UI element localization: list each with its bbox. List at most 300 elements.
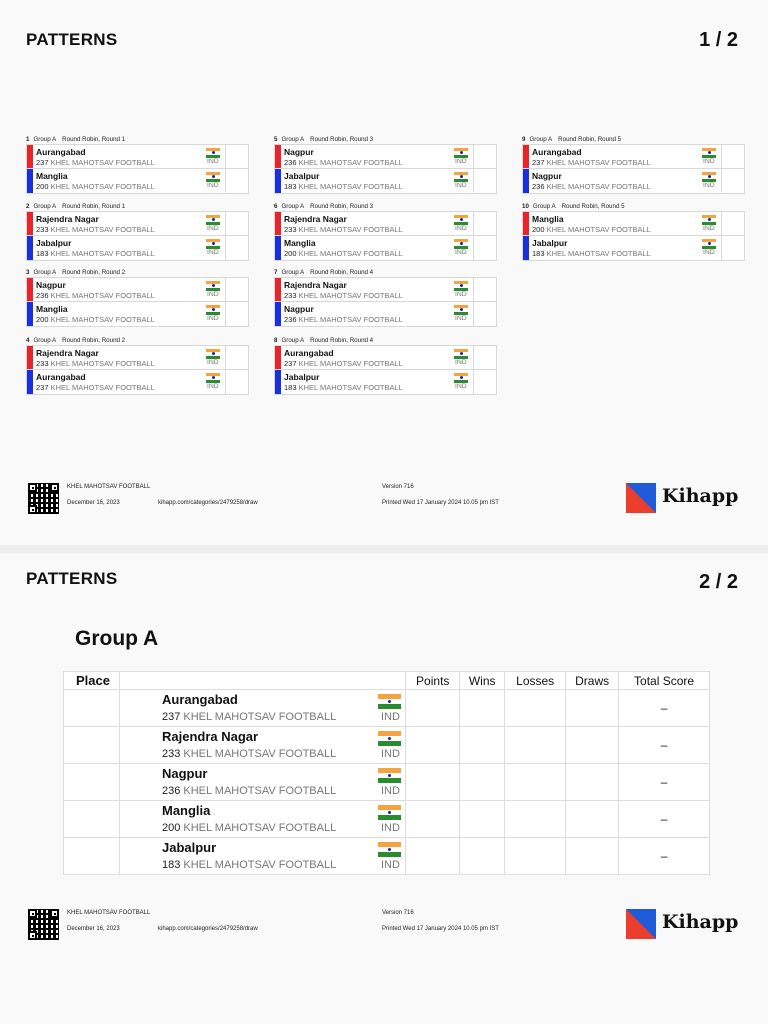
match-card (26, 268, 249, 327)
red-corner-bar (275, 278, 281, 301)
team-org: KHEL MAHOTSAV FOOTBALL (183, 822, 337, 834)
draws-cell (566, 727, 619, 764)
team-info (532, 182, 651, 191)
score-divider (473, 346, 474, 369)
match-number: 4 (26, 337, 30, 344)
red-corner-bar (275, 346, 281, 369)
match-group: Group A (281, 337, 305, 344)
footer-date: December 16, 2023 (67, 500, 120, 506)
match-card (522, 202, 745, 261)
team-id: 200 (36, 315, 49, 324)
column-header: Total Score (619, 672, 710, 690)
blue-corner-bar (523, 169, 529, 193)
team-name: Manglia (532, 214, 564, 224)
india-flag-icon (702, 148, 716, 158)
match-group: Group A (33, 269, 57, 276)
match-number: 6 (274, 203, 278, 210)
team-id: 236 (36, 291, 49, 300)
standings-table (63, 671, 710, 875)
match-header (26, 135, 249, 144)
red-corner-bar (523, 145, 529, 168)
match-competitor[interactable] (26, 277, 249, 302)
match-round: Round Robin, Round 4 (310, 337, 374, 344)
team-id: 237 (161, 711, 181, 723)
losses-cell (505, 690, 566, 727)
india-flag-icon (206, 373, 220, 383)
team-org: KHEL MAHOTSAV FOOTBALL (298, 182, 403, 191)
column-header: Draws (566, 672, 619, 690)
match-header (26, 268, 249, 277)
match-competitor[interactable] (26, 236, 249, 261)
match-group: Group A (281, 269, 305, 276)
red-corner-bar (27, 278, 33, 301)
place-cell (64, 690, 120, 727)
standings-row (64, 727, 710, 764)
score-divider (721, 169, 722, 193)
draws-cell (566, 838, 619, 875)
team-org: KHEL MAHOTSAV FOOTBALL (183, 785, 337, 797)
wins-cell (460, 838, 505, 875)
country-code: IND (380, 859, 400, 871)
match-header (274, 135, 497, 144)
india-flag-icon (454, 215, 468, 225)
team-org: KHEL MAHOTSAV FOOTBALL (298, 383, 403, 392)
team-info (36, 315, 155, 324)
team-cell[interactable] (119, 727, 405, 764)
score-divider (225, 169, 226, 193)
footer-version: Version 716 (382, 910, 414, 916)
standings-row (64, 838, 710, 875)
team-org: KHEL MAHOTSAV FOOTBALL (50, 315, 155, 324)
points-cell (406, 764, 460, 801)
team-name: Manglia (36, 304, 68, 314)
match-group: Group A (281, 203, 305, 210)
place-cell (64, 727, 120, 764)
blue-corner-bar (523, 236, 529, 260)
india-flag-icon (454, 373, 468, 383)
country-code: IND (703, 225, 715, 232)
footer-printed: Printed Wed 17 January 2024 10.05 pm IST (382, 500, 499, 506)
team-name: Jabalpur (532, 238, 568, 248)
match-round: Round Robin, Round 5 (558, 136, 622, 143)
team-org: KHEL MAHOTSAV FOOTBALL (298, 158, 403, 167)
match-competitor[interactable] (274, 302, 497, 327)
team-name: Nagpur (532, 171, 562, 181)
team-name: Jabalpur (284, 171, 320, 181)
team-name: Aurangabad (161, 692, 238, 707)
match-competitor[interactable] (26, 144, 249, 169)
team-id: 233 (36, 225, 49, 234)
team-id: 183 (284, 182, 297, 191)
score-divider (473, 169, 474, 193)
score-divider (473, 236, 474, 260)
match-competitor[interactable] (274, 144, 497, 169)
match-competitor[interactable] (26, 302, 249, 327)
footer-printed: Printed Wed 17 January 2024 10.05 pm IST (382, 926, 499, 932)
losses-cell (505, 727, 566, 764)
team-id: 237 (532, 158, 545, 167)
india-flag-icon (454, 305, 468, 315)
standings-header-row (64, 672, 710, 690)
team-id: 236 (532, 182, 545, 191)
red-corner-bar (275, 145, 281, 168)
score-divider (225, 212, 226, 235)
team-org: KHEL MAHOTSAV FOOTBALL (50, 249, 155, 258)
brand-title: PATTERNS (26, 569, 118, 588)
india-flag-icon (206, 281, 220, 291)
match-round: Round Robin, Round 2 (62, 269, 126, 276)
standings-row (64, 801, 710, 838)
red-corner-bar (523, 212, 529, 235)
match-card (274, 268, 497, 327)
team-name: Nagpur (36, 280, 66, 290)
place-cell (64, 838, 120, 875)
match-round: Round Robin, Round 3 (310, 203, 374, 210)
country-code: IND (455, 383, 467, 390)
match-number: 3 (26, 269, 30, 276)
india-flag-icon (702, 172, 716, 182)
wins-cell (460, 690, 505, 727)
country-code: IND (380, 822, 400, 834)
match-competitor[interactable] (26, 345, 249, 370)
qr-code-icon (28, 909, 59, 940)
india-flag-icon (378, 768, 401, 783)
column-header: Place (64, 672, 120, 690)
team-id: 233 (161, 748, 181, 760)
team-id: 233 (284, 291, 297, 300)
team-info (532, 158, 651, 167)
red-corner-bar (27, 145, 33, 168)
country-code: IND (455, 225, 467, 232)
team-id: 237 (36, 158, 49, 167)
score-divider (473, 278, 474, 301)
india-flag-icon (702, 215, 716, 225)
team-info (284, 291, 403, 300)
team-org: KHEL MAHOTSAV FOOTBALL (50, 158, 155, 167)
place-cell (64, 764, 120, 801)
standings-page-2 (0, 553, 768, 1024)
team-info (36, 359, 155, 368)
column-header: Points (406, 672, 460, 690)
points-cell (406, 838, 460, 875)
total-score-cell: – (619, 764, 710, 801)
country-code: IND (455, 291, 467, 298)
team-org: KHEL MAHOTSAV FOOTBALL (546, 249, 651, 258)
country-code: IND (703, 158, 715, 165)
team-cell[interactable] (119, 764, 405, 801)
red-corner-bar (27, 212, 33, 235)
india-flag-icon (454, 239, 468, 249)
team-org: KHEL MAHOTSAV FOOTBALL (546, 182, 651, 191)
score-divider (473, 212, 474, 235)
logo-text: Kihapp (662, 911, 739, 933)
column-header (119, 672, 405, 690)
match-competitor[interactable] (26, 211, 249, 236)
total-score-cell: – (619, 727, 710, 764)
match-number: 10 (522, 203, 529, 210)
match-number: 2 (26, 203, 30, 210)
match-header (522, 202, 745, 211)
team-info (284, 383, 403, 392)
country-code: IND (380, 748, 400, 760)
footer-version: Version 716 (382, 484, 414, 490)
team-org: KHEL MAHOTSAV FOOTBALL (298, 225, 403, 234)
team-id: 237 (36, 383, 49, 392)
footer-url[interactable]: kihapp.com/categories/2479258/draw (158, 500, 258, 506)
match-competitor[interactable] (522, 236, 745, 261)
team-name: Rajendra Nagar (161, 729, 259, 744)
team-org: KHEL MAHOTSAV FOOTBALL (183, 711, 337, 723)
footer-event: KHEL MAHOTSAV FOOTBALL (67, 484, 151, 490)
country-code: IND (207, 383, 219, 390)
country-code: IND (207, 249, 219, 256)
match-competitor[interactable] (274, 370, 497, 395)
team-name: Rajendra Nagar (284, 214, 347, 224)
country-code: IND (207, 291, 219, 298)
team-name: Aurangabad (532, 147, 582, 157)
match-number: 1 (26, 136, 30, 143)
match-competitor[interactable] (522, 169, 745, 194)
country-code: IND (207, 315, 219, 322)
match-header (522, 135, 745, 144)
group-title: Group A (75, 627, 159, 650)
logo-text: Kihapp (662, 485, 739, 507)
score-divider (473, 370, 474, 394)
team-name: Rajendra Nagar (36, 348, 99, 358)
match-round: Round Robin, Round 1 (62, 203, 126, 210)
score-divider (473, 302, 474, 326)
match-number: 9 (522, 136, 526, 143)
team-id: 200 (532, 225, 545, 234)
team-info (284, 182, 403, 191)
match-group: Group A (33, 337, 57, 344)
page-number: 2 / 2 (699, 571, 738, 593)
match-competitor[interactable] (26, 370, 249, 395)
losses-cell (505, 764, 566, 801)
india-flag-icon (454, 172, 468, 182)
match-round: Round Robin, Round 1 (62, 136, 126, 143)
match-card (522, 135, 745, 194)
match-competitor[interactable] (274, 211, 497, 236)
draws-cell (566, 690, 619, 727)
page-footer (0, 480, 768, 530)
blue-corner-bar (275, 169, 281, 193)
match-card (26, 202, 249, 261)
points-cell (406, 727, 460, 764)
column-header: Wins (460, 672, 505, 690)
red-corner-bar (27, 346, 33, 369)
match-competitor[interactable] (522, 211, 745, 236)
team-cell[interactable] (119, 838, 405, 875)
team-name: Manglia (284, 238, 316, 248)
team-org: KHEL MAHOTSAV FOOTBALL (298, 249, 403, 258)
country-code: IND (455, 158, 467, 165)
team-org: KHEL MAHOTSAV FOOTBALL (50, 383, 155, 392)
team-name: Jabalpur (36, 238, 72, 248)
blue-corner-bar (27, 169, 33, 193)
score-divider (721, 236, 722, 260)
wins-cell (460, 801, 505, 838)
team-cell[interactable] (119, 801, 405, 838)
page-footer (0, 906, 768, 956)
place-cell (64, 801, 120, 838)
india-flag-icon (206, 305, 220, 315)
match-round: Round Robin, Round 5 (561, 203, 625, 210)
blue-corner-bar (27, 370, 33, 394)
team-info (36, 383, 155, 392)
team-info (284, 249, 403, 258)
score-divider (721, 145, 722, 168)
team-name: Manglia (161, 803, 211, 818)
match-competitor[interactable] (274, 277, 497, 302)
team-name: Manglia (36, 171, 68, 181)
page-number: 1 / 2 (699, 29, 738, 51)
team-id: 200 (284, 249, 297, 258)
team-id: 233 (36, 359, 49, 368)
team-id: 183 (161, 859, 181, 871)
total-score-cell: – (619, 838, 710, 875)
india-flag-icon (378, 805, 401, 820)
team-id: 237 (284, 359, 297, 368)
footer-event: KHEL MAHOTSAV FOOTBALL (67, 910, 151, 916)
match-round: Round Robin, Round 4 (310, 269, 374, 276)
country-code: IND (703, 182, 715, 189)
team-org: KHEL MAHOTSAV FOOTBALL (298, 291, 403, 300)
team-info (36, 291, 155, 300)
team-id: 236 (284, 315, 297, 324)
country-code: IND (455, 249, 467, 256)
team-org: KHEL MAHOTSAV FOOTBALL (50, 182, 155, 191)
match-round: Round Robin, Round 3 (310, 136, 374, 143)
score-divider (225, 302, 226, 326)
team-cell[interactable] (119, 690, 405, 727)
team-name: Rajendra Nagar (284, 280, 347, 290)
team-id: 183 (284, 383, 297, 392)
team-name: Nagpur (161, 766, 208, 781)
match-header (26, 202, 249, 211)
india-flag-icon (378, 731, 401, 746)
team-info (284, 225, 403, 234)
standings-row (64, 690, 710, 727)
team-org: KHEL MAHOTSAV FOOTBALL (50, 359, 155, 368)
match-round: Round Robin, Round 2 (62, 337, 126, 344)
brand-title: PATTERNS (26, 30, 118, 49)
team-org: KHEL MAHOTSAV FOOTBALL (546, 225, 651, 234)
team-org: KHEL MAHOTSAV FOOTBALL (298, 359, 403, 368)
country-code: IND (207, 359, 219, 366)
match-card (274, 336, 497, 395)
match-card (26, 336, 249, 395)
match-competitor[interactable] (274, 345, 497, 370)
india-flag-icon (702, 239, 716, 249)
india-flag-icon (206, 239, 220, 249)
team-name: Nagpur (284, 304, 314, 314)
team-org: KHEL MAHOTSAV FOOTBALL (298, 315, 403, 324)
team-name: Rajendra Nagar (36, 214, 99, 224)
team-name: Aurangabad (36, 147, 86, 157)
footer-url[interactable]: kihapp.com/categories/2479258/draw (158, 926, 258, 932)
points-cell (406, 801, 460, 838)
team-org: KHEL MAHOTSAV FOOTBALL (50, 225, 155, 234)
total-score-cell: – (619, 690, 710, 727)
draws-cell (566, 764, 619, 801)
match-number: 7 (274, 269, 278, 276)
score-divider (225, 278, 226, 301)
wins-cell (460, 727, 505, 764)
blue-corner-bar (275, 236, 281, 260)
losses-cell (505, 838, 566, 875)
country-code: IND (380, 785, 400, 797)
country-code: IND (455, 359, 467, 366)
india-flag-icon (454, 349, 468, 359)
match-competitor[interactable] (274, 236, 497, 261)
blue-corner-bar (27, 236, 33, 260)
team-id: 183 (36, 249, 49, 258)
country-code: IND (207, 158, 219, 165)
team-org: KHEL MAHOTSAV FOOTBALL (50, 291, 155, 300)
match-header (26, 336, 249, 345)
match-competitor[interactable] (274, 169, 497, 194)
country-code: IND (380, 711, 400, 723)
india-flag-icon (206, 148, 220, 158)
blue-corner-bar (275, 302, 281, 326)
score-divider (473, 145, 474, 168)
losses-cell (505, 801, 566, 838)
team-info (532, 225, 651, 234)
blue-corner-bar (27, 302, 33, 326)
match-number: 8 (274, 337, 278, 344)
team-org: KHEL MAHOTSAV FOOTBALL (183, 748, 337, 760)
team-id: 236 (284, 158, 297, 167)
country-code: IND (207, 225, 219, 232)
team-name: Nagpur (284, 147, 314, 157)
team-info (284, 158, 403, 167)
team-org: KHEL MAHOTSAV FOOTBALL (546, 158, 651, 167)
footer-date: December 16, 2023 (67, 926, 120, 932)
match-header (274, 268, 497, 277)
india-flag-icon (454, 148, 468, 158)
team-org: KHEL MAHOTSAV FOOTBALL (183, 859, 337, 871)
india-flag-icon (454, 281, 468, 291)
match-group: Group A (33, 203, 57, 210)
team-id: 200 (36, 182, 49, 191)
score-divider (225, 236, 226, 260)
team-info (36, 182, 155, 191)
wins-cell (460, 764, 505, 801)
match-group: Group A (529, 136, 553, 143)
team-id: 233 (284, 225, 297, 234)
team-name: Aurangabad (284, 348, 334, 358)
team-info (36, 249, 155, 258)
standings-row (64, 764, 710, 801)
score-divider (225, 370, 226, 394)
team-info (36, 225, 155, 234)
team-info (36, 158, 155, 167)
team-id: 183 (532, 249, 545, 258)
match-competitor[interactable] (522, 144, 745, 169)
country-code: IND (207, 182, 219, 189)
total-score-cell: – (619, 801, 710, 838)
team-info (532, 249, 651, 258)
match-number: 5 (274, 136, 278, 143)
country-code: IND (455, 182, 467, 189)
country-code: IND (455, 315, 467, 322)
score-divider (225, 145, 226, 168)
match-competitor[interactable] (26, 169, 249, 194)
team-info (284, 359, 403, 368)
team-info (284, 315, 403, 324)
blue-corner-bar (275, 370, 281, 394)
